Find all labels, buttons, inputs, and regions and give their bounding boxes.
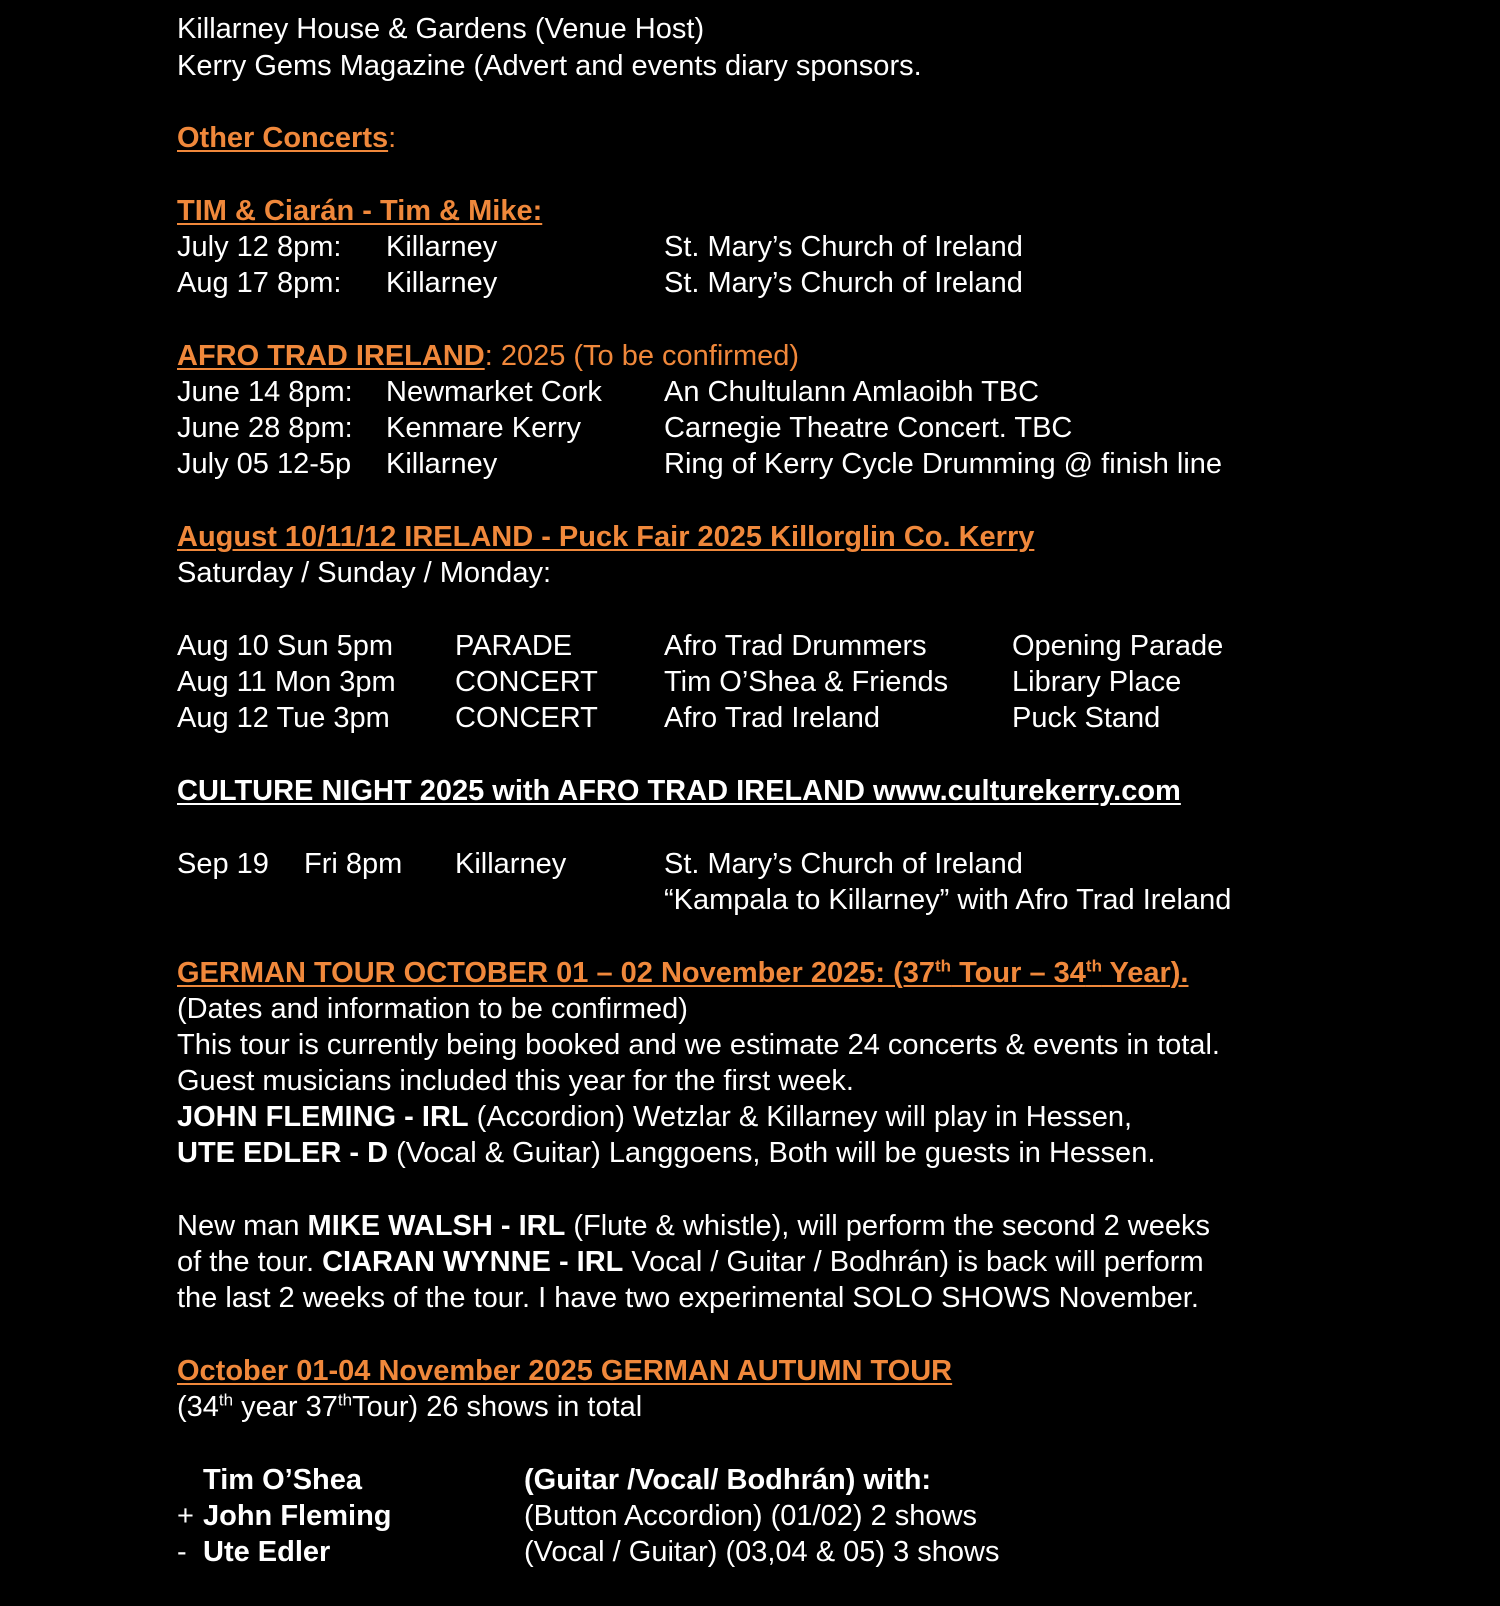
heading-part: GERMAN TOUR OCTOBER 01 – 02 November 2025: (37 [177,957,936,989]
concert-date: July 12 8pm: [177,231,342,263]
text-part: of the tour. [177,1246,323,1278]
concert-date: July 05 12-5p [177,448,352,480]
event-location: Puck Stand [1012,702,1161,734]
event-type: CONCERT [455,666,598,698]
event-time: Fri 8pm [304,848,403,880]
event-place: Killarney [455,848,567,880]
text-part: (34 [177,1391,219,1423]
lineup-name: Ute Edler [203,1536,331,1568]
event-date: Aug 10 Sun 5pm [177,630,394,662]
guest-name: JOHN FLEMING - IRL [177,1101,469,1133]
event-type: CONCERT [455,702,598,734]
concert-venue: Ring of Kerry Cycle Drumming @ finish line [664,448,1223,480]
concert-venue: An Chultulann Amlaoibh TBC [664,376,1040,408]
lineup-detail: (Button Accordion) (01/02) 2 shows [524,1500,977,1532]
event-location: Library Place [1012,666,1182,698]
lineup-detail: (Vocal / Guitar) (03,04 & 05) 3 shows [524,1536,1000,1568]
puck-fair-heading: August 10/11/12 IRELAND - Puck Fair 2025 Killorglin Co. Kerry [177,521,1035,553]
lineup-prefix: + [177,1500,194,1532]
text-part: (Flute & whistle), will perform the second 2 weeks [565,1210,1210,1242]
ordinal-suffix: th [1085,956,1102,976]
sponsor-line: Kerry Gems Magazine (Advert and events diary sponsors. [177,50,922,82]
heading-part: Tour – 34 [951,957,1086,989]
puck-fair-days: Saturday / Sunday / Monday: [177,557,551,589]
ordinal-suffix: th [337,1390,353,1410]
text-part: Tour) 26 shows in total [352,1391,643,1423]
guest-musician-line [177,1099,1132,1135]
concert-venue: St. Mary’s Church of Ireland [664,267,1023,299]
other-concerts-heading [177,120,396,156]
tour-info-line: This tour is currently being booked and we estimate 24 concerts & events in total. [177,1029,1220,1061]
text-part: Vocal / Guitar / Bodhrán) is back will perform [623,1246,1204,1278]
concert-venue: Carnegie Theatre Concert. TBC [664,412,1073,444]
tour-paragraph-line [177,1208,1210,1244]
guest-musician-line [177,1135,1155,1171]
concert-place: Killarney [386,448,498,480]
afro-trad-title: AFRO TRAD IRELAND [177,340,485,372]
event-date: Aug 12 Tue 3pm [177,702,390,734]
event-act: Afro Trad Drummers [664,630,927,662]
tim-ciaran-heading: TIM & Ciarán - Tim & Mike: [177,195,543,227]
culture-night-heading: CULTURE NIGHT 2025 with AFRO TRAD IRELAND www.culturekerry.com [177,775,1181,807]
ordinal-suffix: th [218,1390,234,1410]
afro-trad-heading [177,338,799,374]
heading-part: Year). [1101,957,1189,989]
tour-paragraph-line [177,1244,1204,1280]
other-concerts-title: Other Concerts [177,122,389,154]
event-venue-subtitle: “Kampala to Killarney” with Afro Trad Ireland [664,884,1232,916]
lineup-name: John Fleming [203,1500,392,1532]
lineup-detail: (Guitar /Vocal/ Bodhrán) with: [524,1464,932,1496]
event-act: Afro Trad Ireland [664,702,880,734]
concert-place: Killarney [386,267,498,299]
lineup-name: Tim O’Shea [203,1464,363,1496]
musician-name: CIARAN WYNNE - IRL [322,1246,624,1278]
concert-place: Newmarket Cork [386,376,602,408]
lineup-prefix: - [177,1536,187,1568]
autumn-tour-heading: October 01-04 November 2025 GERMAN AUTUMN TOUR [177,1355,953,1387]
event-location: Opening Parade [1012,630,1224,662]
german-tour-heading [177,955,1189,991]
event-venue: St. Mary’s Church of Ireland [664,848,1023,880]
autumn-tour-subheading [177,1389,642,1425]
afro-trad-note: : 2025 (To be confirmed) [484,340,800,372]
guest-name: UTE EDLER - D [177,1137,389,1169]
tour-info-line: Guest musicians included this year for the first week. [177,1065,854,1097]
musician-name: MIKE WALSH - IRL [307,1210,566,1242]
tour-paragraph-line: the last 2 weeks of the tour. I have two experimental SOLO SHOWS November. [177,1282,1199,1314]
tour-info-line: (Dates and information to be confirmed) [177,993,688,1025]
concert-venue: St. Mary’s Church of Ireland [664,231,1023,263]
concert-place: Killarney [386,231,498,263]
event-act: Tim O’Shea & Friends [664,666,949,698]
text-part: New man [177,1210,308,1242]
guest-details: (Accordion) Wetzlar & Killarney will play in Hessen, [468,1101,1133,1133]
ordinal-suffix: th [935,956,952,976]
concert-place: Kenmare Kerry [386,412,582,444]
concert-date: June 14 8pm: [177,376,353,408]
event-date: Aug 11 Mon 3pm [177,666,396,698]
concert-date: Aug 17 8pm: [177,267,342,299]
event-type: PARADE [455,630,573,662]
concert-date: June 28 8pm: [177,412,353,444]
guest-details: (Vocal & Guitar) Langgoens, Both will be guests in Hessen. [388,1137,1156,1169]
sponsor-line: Killarney House & Gardens (Venue Host) [177,13,705,45]
text-part: year 37 [233,1391,338,1423]
event-date: Sep 19 [177,848,269,880]
other-concerts-colon: : [388,122,397,154]
